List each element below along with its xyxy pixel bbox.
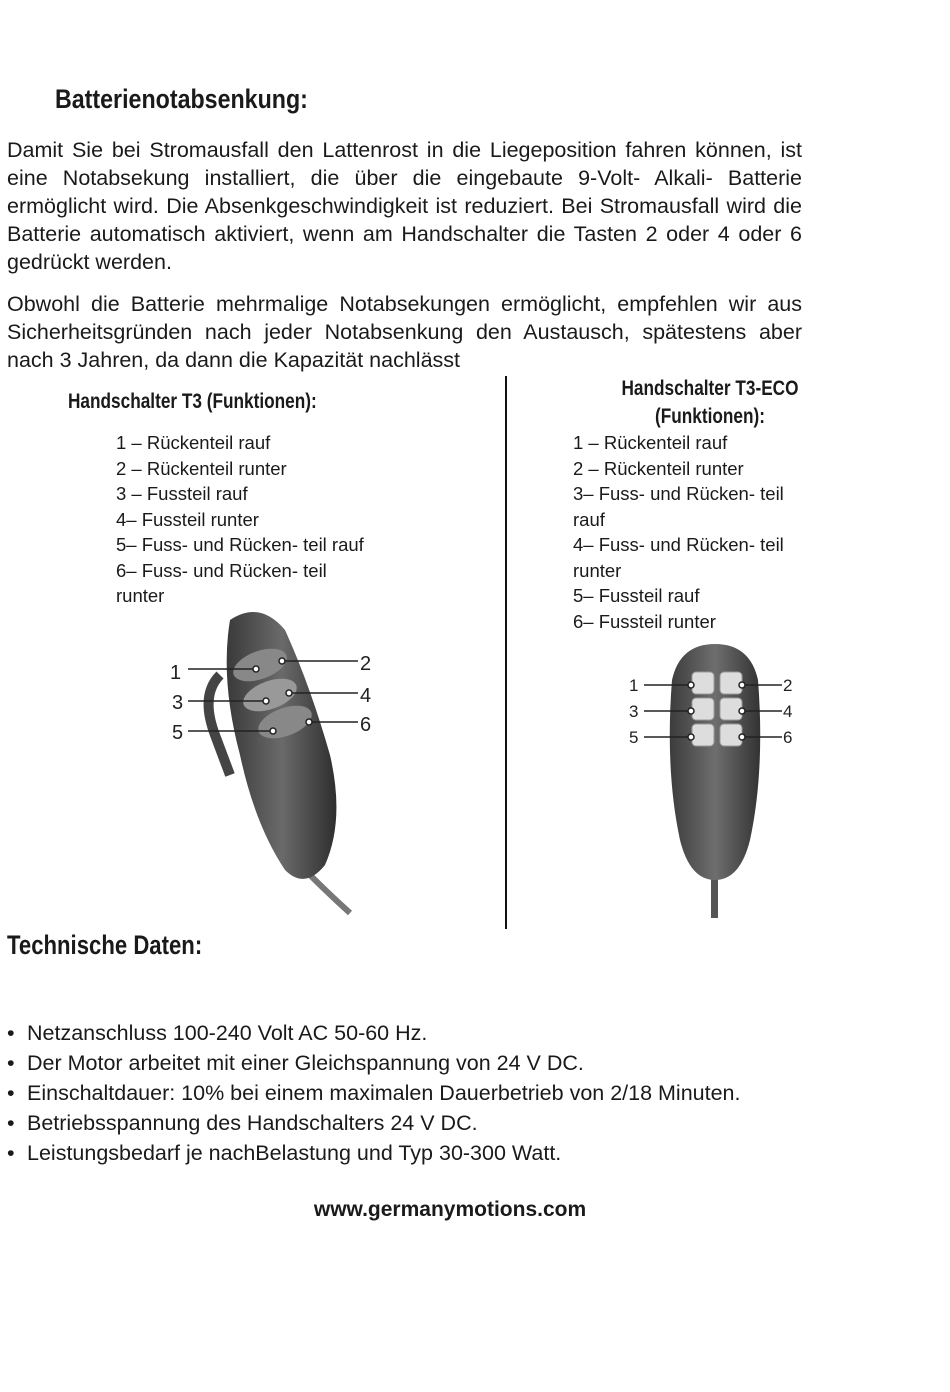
- t3-eco-heading-line1: Handschalter T3-ECO: [621, 377, 799, 400]
- t3-function-item: 1 – Rückenteil rauf: [116, 432, 271, 453]
- t3-function-item: 3 – Fussteil rauf: [116, 483, 248, 504]
- t3-button-number: 4: [360, 685, 372, 707]
- spec-item: • Leistungsbedarf je nachBelastung und Typ 30-300 Watt.: [7, 1138, 741, 1168]
- t3-eco-function-item: 6– Fussteil runter: [573, 610, 716, 632]
- t3-cable: [310, 875, 350, 913]
- spec-item: • Der Motor arbeitet mit einer Gleichspannung von 24 V DC.: [7, 1048, 741, 1078]
- t3-eco-handset-illustration: [620, 640, 810, 920]
- t3-button-number: 3: [172, 692, 184, 714]
- t3-eco-button-number: 1: [629, 676, 639, 695]
- t3-eco-heading: [608, 375, 813, 431]
- t3-eco-function-item: 4– Fuss- und Rücken- teil runter: [573, 534, 784, 581]
- spec-item: • Einschaltdauer: 10% bei einem maximalen Dauerbetrieb von 2/18 Minuten.: [7, 1078, 741, 1108]
- tech-section-title: Technische Daten:: [7, 930, 203, 960]
- t3-eco-function-item: 1 – Rückenteil rauf: [573, 432, 728, 453]
- t3-eco-button-number: 5: [629, 728, 639, 747]
- t3-eco-function-list: [573, 430, 818, 634]
- battery-section-title: Batterienotabsenkung:: [55, 84, 308, 114]
- t3-heading: Handschalter T3 (Funktionen):: [68, 390, 317, 413]
- footer-url[interactable]: www.germanymotions.com: [313, 1198, 587, 1221]
- column-divider: [505, 376, 507, 929]
- t3-button-number: 5: [172, 722, 184, 744]
- t3-eco-button-number: 3: [629, 702, 639, 721]
- t3-function-list: [116, 430, 416, 609]
- spec-item: • Netzanschluss 100-240 Volt AC 50-60 Hz.: [7, 1018, 741, 1048]
- t3-function-item: 5– Fuss- und Rücken- teil rauf: [116, 534, 364, 555]
- t3-button-number: 2: [360, 653, 372, 675]
- t3-function-item: 2 – Rückenteil runter: [116, 457, 287, 479]
- t3-eco-function-item: 3– Fuss- und Rücken- teil rauf: [573, 483, 784, 530]
- t3-function-item: 4– Fussteil runter: [116, 508, 259, 530]
- t3-clip: [209, 675, 230, 775]
- battery-paragraph-2: Obwohl die Batterie mehrmalige Notabsekungen ermöglicht, empfehlen wir aus Sicherheitsgründen nach jeder Notabsenkung den Austausch, spätestens aber nach 3 Jahren, da dann die Kapazität nachlässt: [7, 292, 802, 372]
- spec-item: • Betriebsspannung des Handschalters 24 V DC.: [7, 1108, 741, 1138]
- t3-eco-button-number: 4: [783, 702, 793, 721]
- spec-list: [7, 1018, 741, 1168]
- t3-button-number: 6: [360, 714, 372, 736]
- t3-button-number: 1: [170, 662, 182, 684]
- t3-eco-function-item: 5– Fussteil rauf: [573, 585, 700, 606]
- t3-eco-heading-line2: (Funktionen):: [654, 405, 765, 428]
- t3-eco-button-number: 2: [783, 676, 793, 695]
- t3-eco-function-item: 2 – Rückenteil runter: [573, 457, 744, 479]
- t3-eco-handset-body: [670, 644, 760, 880]
- t3-eco-button-number: 6: [783, 728, 793, 747]
- battery-paragraph-1: Damit Sie bei Stromausfall den Lattenrost in die Liegeposition fahren können, ist eine Notabsekung installiert, die über die eingebaute 9-Volt- Alkali- Batterie ermöglicht wird. Die Absenkgeschwindigkeit ist reduziert. Bei Stromausfall wird die Batterie automatisch aktiviert, wenn am Handschalter die Tasten 2 oder 4 oder 6 gedrückt werden.: [7, 138, 802, 274]
- t3-handset-illustration: [160, 605, 400, 920]
- t3-function-item: 6– Fuss- und Rücken- teil runter: [116, 559, 327, 606]
